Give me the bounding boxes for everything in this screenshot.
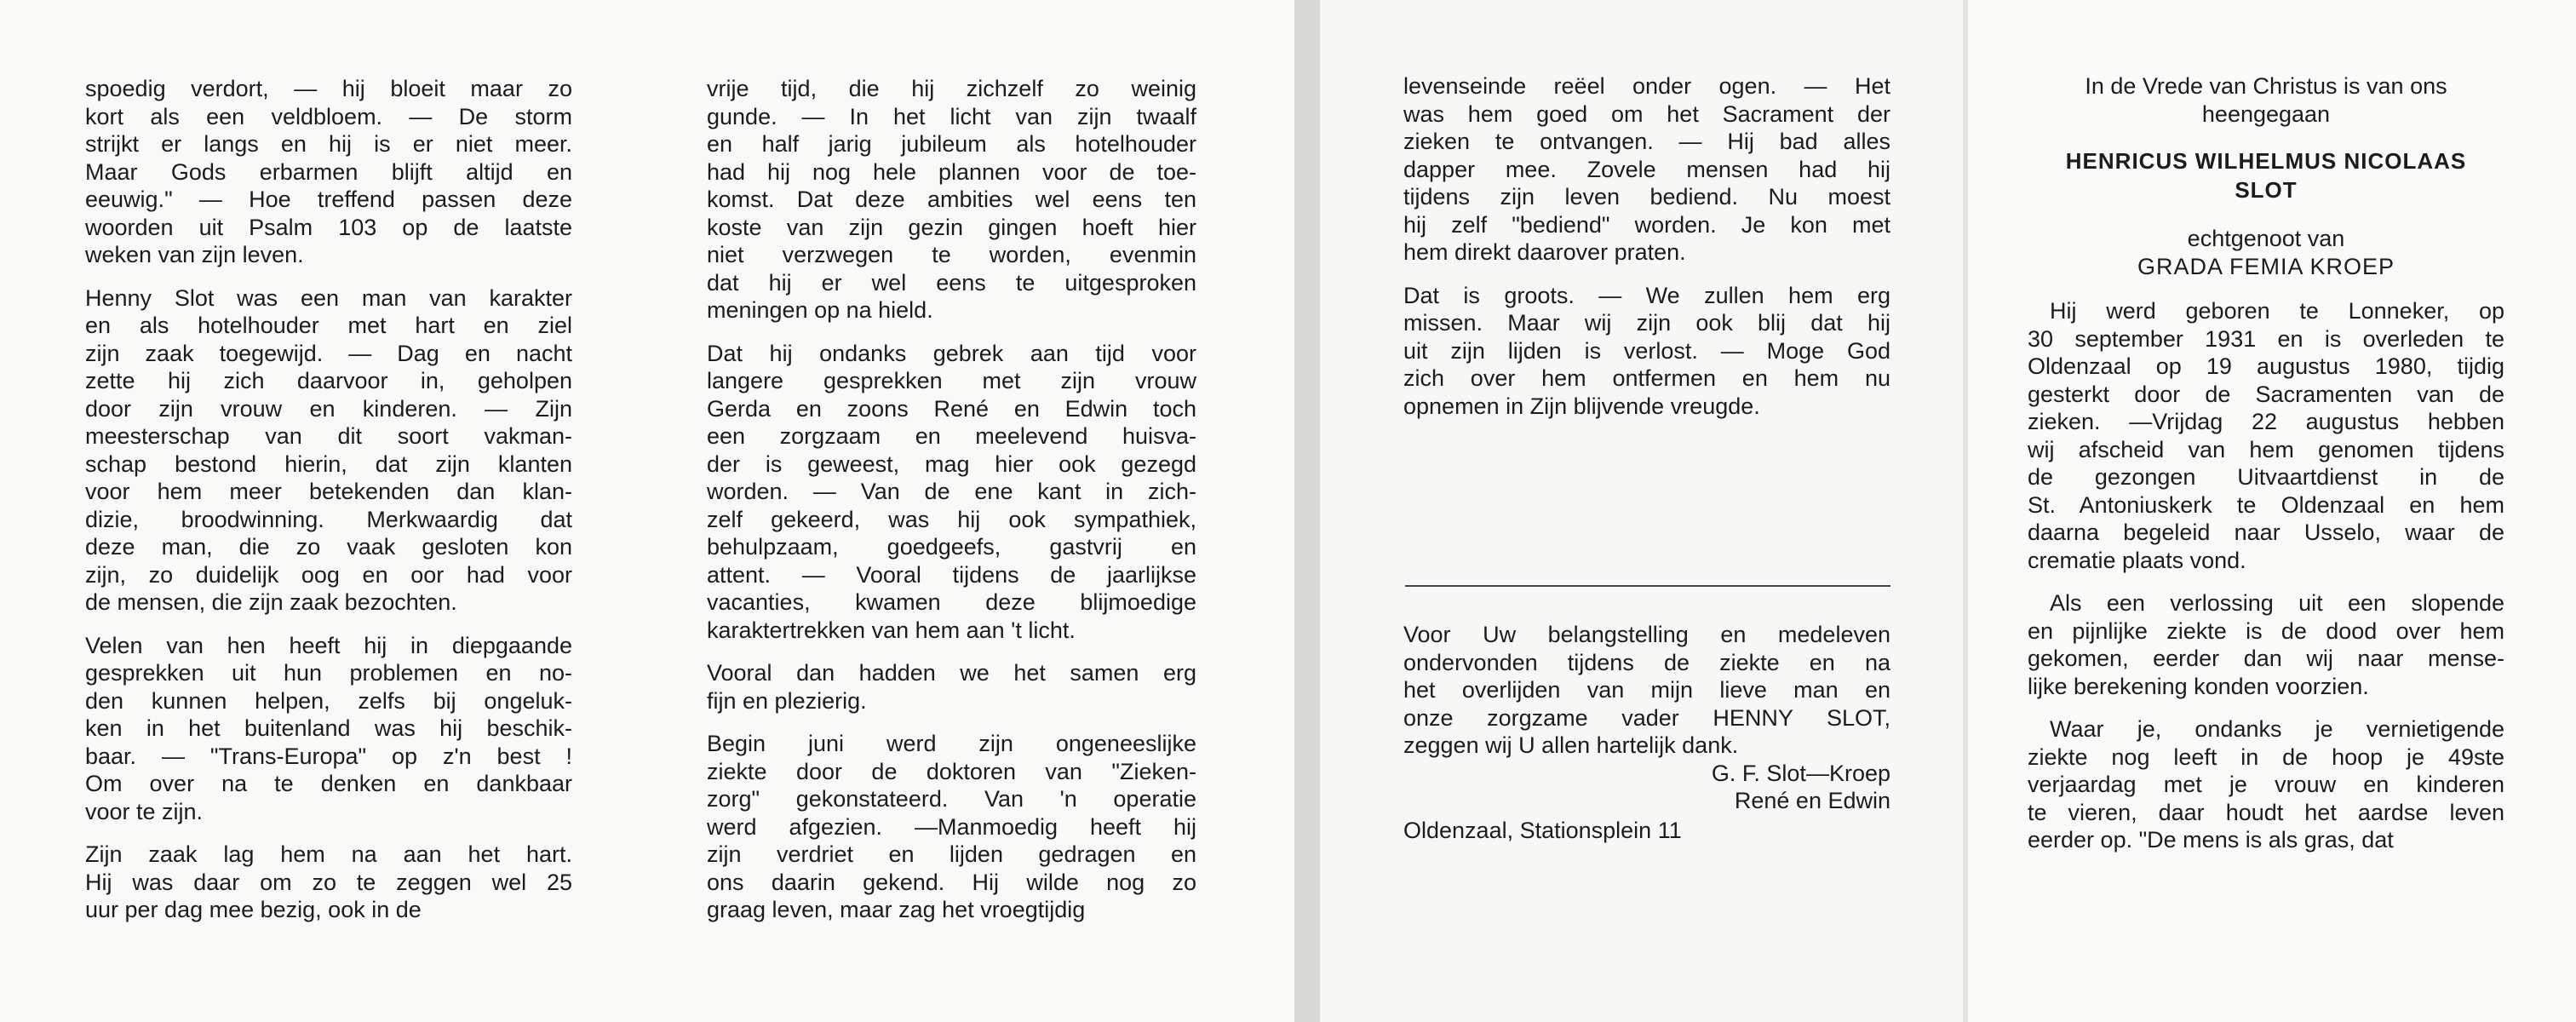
text-line: gunde. — In het licht van zijn twaalf: [707, 103, 1196, 129]
text-line: zeggen wij U allen hartelijk dank.: [1403, 732, 1739, 758]
text-line: daarna begeleid naar Usselo, waar de: [2028, 520, 2504, 545]
paragraph: [2028, 715, 2504, 854]
text-line: Begin juni werd zijn ongeneeslijke: [707, 731, 1196, 756]
text-line: Gerda en zoons René en Edwin toch: [707, 395, 1196, 422]
paragraph: [85, 75, 572, 269]
text-line: gesterkt door de Sacramenten van de: [2028, 381, 2504, 407]
text-line: te vieren, daar houdt het aardse leven: [2028, 799, 2504, 825]
text-column-4: [2028, 72, 2504, 870]
spouse-name: GRADA FEMIA KROEP: [2137, 253, 2395, 279]
text-line: zette hij zich daarvoor in, geholpen: [85, 368, 572, 393]
intro-line-1: In de Vrede van Christus is van ons: [2085, 73, 2447, 99]
text-line: komst. Dat deze ambities wel eens ten: [707, 187, 1196, 212]
text-line: der is geweest, mag hier ook gezegd: [707, 451, 1196, 477]
paragraph: [707, 730, 1196, 924]
paragraph: [85, 632, 572, 826]
text-line: meesterschap van dit soort vakman-: [85, 423, 572, 449]
text-line: Dat is groots. — We zullen hem erg: [1403, 282, 1890, 308]
text-line: weken van zijn leven.: [85, 242, 304, 267]
text-line: Om over na te denken en dankbaar: [85, 771, 572, 796]
text-line: niet verzwegen te worden, evenmin: [707, 242, 1196, 267]
text-line: missen. Maar wij zijn ook blij dat hij: [1403, 310, 1890, 336]
text-line: dat hij er wel eens te uitgesproken: [707, 269, 1196, 296]
text-line: ziekte nog leeft in de hoop je 49ste: [2028, 744, 2504, 770]
thanks-text: [1403, 621, 1890, 760]
text-line: behulpzaam, goedgeefs, gastvrij en: [707, 534, 1196, 560]
text-line: zelf gekeerd, was hij ook sympathiek,: [707, 506, 1196, 532]
text-line: zijn verdriet en lijden gedragen en: [707, 841, 1196, 867]
text-line: ziekte door de doktoren van "Zieken-: [707, 758, 1196, 784]
text-line: en half jarig jubileum als hotelhouder: [707, 131, 1196, 157]
meditation-continued: [1403, 72, 1890, 420]
text-line: lijke berekening konden voorzien.: [2028, 673, 2369, 699]
text-line: vrije tijd, die hij zichzelf zo weinig: [707, 76, 1196, 101]
text-line: Voor Uw belangstelling en medeleven: [1403, 622, 1890, 647]
text-line: dapper mee. Zovele mensen had hij: [1403, 156, 1890, 182]
text-line: ondervonden tijdens de ziekte en na: [1403, 649, 1890, 675]
paragraph: [2028, 297, 2504, 574]
text-line: baar. — "Trans-Europa" op z'n best !: [85, 743, 572, 769]
thanks-block: [1403, 621, 1890, 844]
text-line: kort als een veldbloem. — De storm: [85, 103, 572, 129]
paragraph: [85, 841, 572, 924]
text-line: het overlijden van mijn lieve man en: [1403, 677, 1890, 703]
text-line: woorden uit Psalm 103 op de laatste: [85, 214, 572, 240]
text-line: uur per dag mee bezig, ook in de: [85, 897, 422, 922]
paragraph: [1403, 72, 1890, 267]
text-line: uit zijn lijden is verlost. — Moge God: [1403, 337, 1890, 364]
text-line: ken in het buitenland was hij beschik-: [85, 715, 572, 741]
text-line: koste van zijn gezin gingen hoeft hier: [707, 214, 1196, 240]
address: Oldenzaal, Stationsplein 11: [1403, 817, 1682, 843]
text-line: ons daarin gekend. Hij wilde nog zo: [707, 869, 1196, 895]
paragraph: [707, 659, 1196, 715]
text-column-2: [707, 75, 1196, 939]
text-line: gekomen, eerder dan wij naar mense-: [2028, 646, 2504, 671]
text-line: had hij nog hele plannen voor de toe-: [707, 158, 1196, 185]
text-line: onze zorgzame vader HENNY SLOT,: [1403, 704, 1890, 731]
text-line: Henny Slot was een man van karakter: [85, 284, 572, 311]
divider-line: [1405, 585, 1890, 587]
paragraph: [1403, 282, 1890, 421]
text-line: crematie plaats vond.: [2028, 547, 2246, 573]
text-line: de mensen, die zijn zaak bezochten.: [85, 589, 457, 615]
deceased-name-1: HENRICUS WILHELMUS NICOLAAS: [2065, 148, 2467, 174]
text-line: verjaardag met je vrouw en kinderen: [2028, 772, 2504, 797]
text-line: hem direkt daarover praten.: [1403, 239, 1686, 265]
text-line: opnemen in Zijn blijvende vreugde.: [1403, 393, 1760, 419]
text-line: Zijn zaak lag hem na aan het hart.: [85, 841, 572, 867]
text-line: 30 september 1931 en is overleden te: [2028, 325, 2504, 352]
text-line: Waar je, ondanks je vernietigende: [2050, 716, 2504, 742]
text-line: Dat hij ondanks gebrek aan tijd voor: [707, 340, 1196, 366]
sheet-gap: [1294, 0, 1320, 1022]
paragraph: [707, 340, 1196, 645]
text-line: strijkt er langs en hij is er niet meer.: [85, 131, 572, 157]
text-line: hij zelf "bediend" worden. Je kon met: [1403, 211, 1890, 238]
signature-1: G. F. Slot—Kroep: [1711, 760, 1890, 786]
text-line: worden. — Van de ene kant in zich-: [707, 479, 1196, 504]
text-line: voor te zijn.: [85, 798, 204, 824]
text-line: zich over hem ontfermen en hem nu: [1403, 365, 1890, 391]
obituary-paragraphs: [2028, 297, 2504, 854]
spouse-label: echtgenoot van: [2187, 226, 2345, 251]
text-line: attent. — Vooral tijdens de jaarlijkse: [707, 561, 1196, 588]
text-line: Velen van hen heeft hij in diepgaande: [85, 632, 572, 658]
text-line: St. Antoniuskerk te Oldenzaal en hem: [2028, 491, 2504, 518]
text-line: Maar Gods erbarmen blijft altijd en: [85, 158, 572, 185]
text-line: meningen op na hield.: [707, 297, 933, 323]
text-line: Vooral dan hadden we het samen erg: [707, 660, 1196, 686]
text-line: door zijn vrouw en kinderen. — Zijn: [85, 395, 572, 422]
signature-2: René en Edwin: [1734, 788, 1890, 813]
text-line: zieken. —Vrijdag 22 augustus hebben: [2028, 409, 2504, 434]
paragraph: [2028, 589, 2504, 700]
text-line: eeuwig." — Hoe treffend passen deze: [85, 187, 572, 212]
text-line: schap bestond hierin, dat zijn klanten: [85, 451, 572, 477]
text-line: graag leven, maar zag het vroegtijdig: [707, 897, 1086, 922]
text-line: was hem goed om het Sacrament der: [1403, 100, 1890, 127]
paragraph: [85, 284, 572, 617]
text-line: langere gesprekken met zijn vrouw: [707, 368, 1196, 393]
text-line: zijn, zo duidelijk oog en oor had voor: [85, 561, 572, 588]
text-line: een zorgzaam en meelevend huisva-: [707, 423, 1196, 449]
text-line: zijn zaak toegewijd. — Dag en nacht: [85, 340, 572, 366]
paragraph: [707, 75, 1196, 324]
text-line: Hij werd geboren te Lonneker, op: [2050, 298, 2504, 324]
text-line: karaktertrekken van hem aan 't licht.: [707, 617, 1076, 643]
text-line: en als hotelhouder met hart en ziel: [85, 313, 572, 338]
text-line: Oldenzaal op 19 augustus 1980, tijdig: [2028, 353, 2504, 379]
text-line: zorg" gekonstateerd. Van 'n operatie: [707, 786, 1196, 812]
text-line: en pijnlijke ziekte is de dood over hem: [2028, 617, 2504, 644]
text-line: vacanties, kwamen deze blijmoedige: [707, 589, 1196, 615]
text-line: deze man, die zo vaak gesloten kon: [85, 534, 572, 560]
text-line: Als een verlossing uit een slopende: [2050, 590, 2504, 616]
text-column-1: [85, 75, 572, 939]
deceased-name-2: SLOT: [2235, 177, 2298, 203]
text-line: voor hem meer betekenden dan klan-: [85, 479, 572, 504]
text-line: fijn en plezierig.: [707, 687, 867, 714]
text-line: werd afgezien. —Manmoedig heeft hij: [707, 813, 1196, 840]
text-column-3: [1403, 72, 1890, 435]
text-line: de gezongen Uitvaartdienst in de: [2028, 464, 2504, 490]
text-line: tijdens zijn leven bediend. Nu moest: [1403, 184, 1890, 210]
text-line: wij afscheid van hem genomen tijdens: [2028, 436, 2504, 462]
text-line: levenseinde reëel onder ogen. — Het: [1403, 73, 1890, 99]
text-line: spoedig verdort, — hij bloeit maar zo: [85, 76, 572, 101]
text-line: Hij was daar om zo te zeggen wel 25: [85, 869, 572, 895]
text-line: dizie, broodwinning. Merkwaardig dat: [85, 506, 572, 532]
text-line: den kunnen helpen, zelfs bij ongeluk-: [85, 687, 572, 714]
text-line: gesprekken uit hun problemen en no-: [85, 660, 572, 686]
text-line: eerder op. "De mens is als gras, dat: [2028, 827, 2394, 853]
intro-line-2: heengegaan: [2201, 100, 2331, 127]
text-line: zieken te ontvangen. — Hij bad alles: [1403, 129, 1890, 154]
